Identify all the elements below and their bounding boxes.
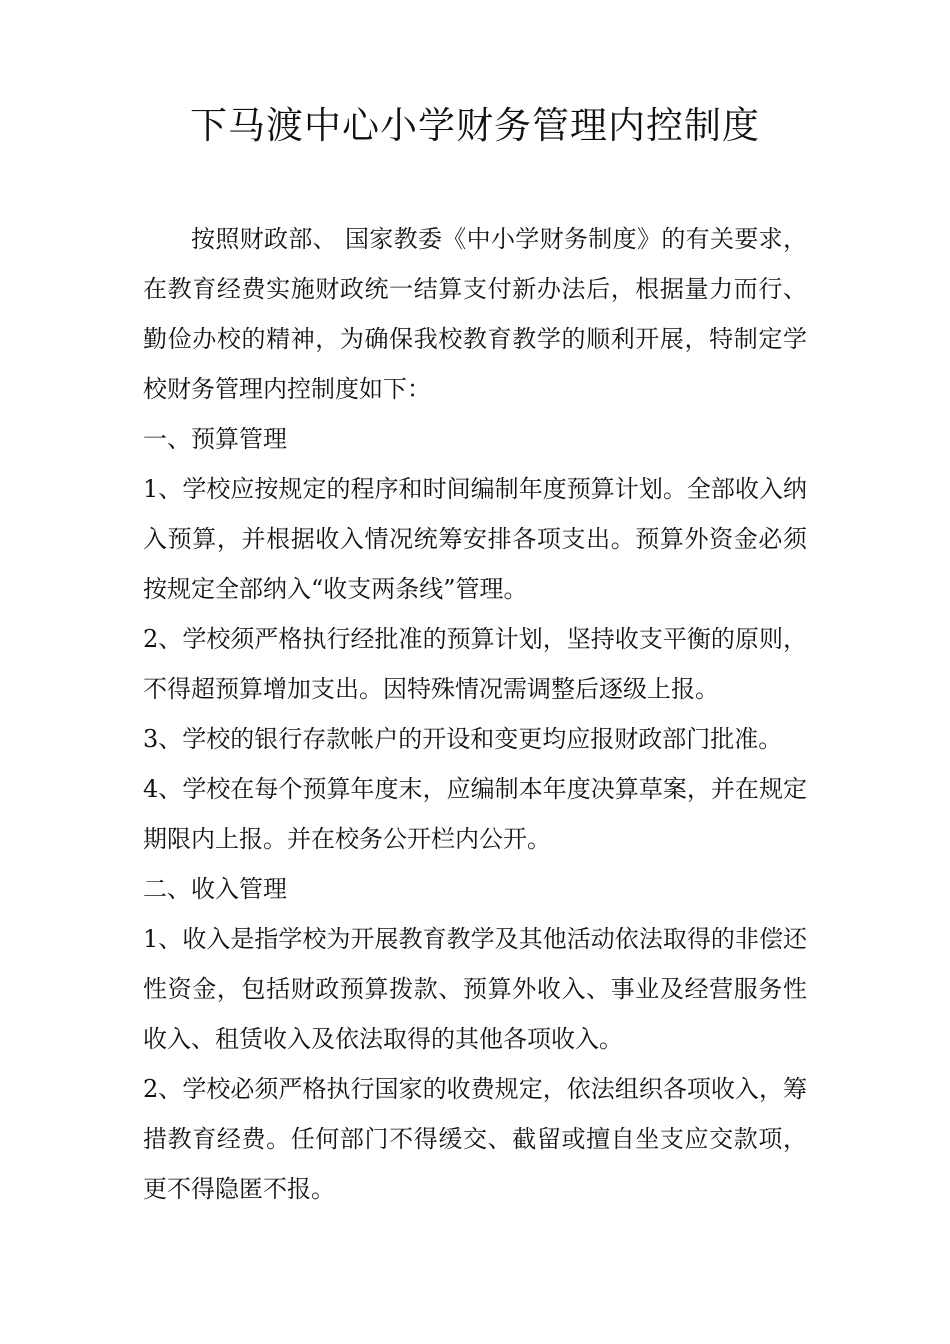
budget-item-4: 4、学校在每个预算年度末，应编制本年度决算草案，并在规定期限内上报。并在校务公开栏内公开。	[143, 775, 807, 853]
income-item-2: 2、学校必须严格执行国家的收费规定，依法组织各项收入，筹措教育经费。任何部门不得缓交、截留或擅自坐支应交款项，更不得隐匿不报。	[143, 1075, 807, 1203]
budget-item-3: 3、学校的银行存款帐户的开设和变更均应报财政部门批准。	[143, 725, 783, 753]
intro-paragraph: 按照财政部、 国家教委《中小学财务制度》的有关要求，在教育经费实施财政统一结算支付新办法后，根据量力而行、勤俭办校的精神，为确保我校教育教学的顺利开展，特制定学校财务管理内控制度如下：	[143, 225, 807, 403]
section-heading-income: 二、收入管理	[143, 875, 287, 903]
section-heading-budget: 一、预算管理	[143, 425, 287, 453]
budget-item-2: 2、学校须严格执行经批准的预算计划，坚持收支平衡的原则，不得超预算增加支出。因特殊情况需调整后逐级上报。	[143, 625, 807, 703]
budget-item-1: 1、学校应按规定的程序和时间编制年度预算计划。全部收入纳入预算，并根据收入情况统筹安排各项支出。预算外资金必须按规定全部纳入“收支两条线”管理。	[143, 475, 807, 603]
document-body	[143, 214, 807, 1214]
document-title: 下马渡中心小学财务管理内控制度	[190, 104, 760, 147]
income-item-1: 1、收入是指学校为开展教育教学及其他活动依法取得的非偿还性资金，包括财政预算拨款、预算外收入、事业及经营服务性收入、租赁收入及依法取得的其他各项收入。	[143, 925, 807, 1053]
